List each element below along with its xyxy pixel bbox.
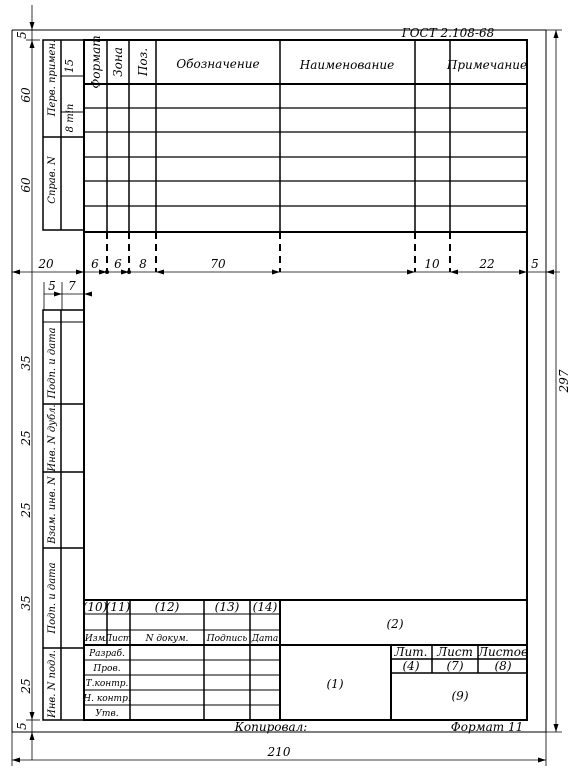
first-use-label: Перв. примен. (47, 39, 58, 117)
col-zone: Зона (111, 47, 125, 77)
spec-headers (89, 35, 527, 88)
strip-dim-35-a: 35 (19, 355, 33, 371)
dim-w-6a: 6 (91, 257, 99, 271)
col-pos: Поз. (136, 47, 150, 77)
spec-side-labels (19, 40, 76, 204)
dim-w-22: 22 (479, 257, 495, 271)
role-checker: Пров. (93, 664, 121, 674)
sheets-value: (8) (494, 659, 512, 673)
lit-value: (4) (402, 659, 420, 673)
role-tech-control: Т.контр. (85, 679, 129, 689)
col-note: Примечание (446, 58, 528, 72)
dim-15: 15 (63, 59, 76, 73)
dim-top-margin: 5 (15, 31, 29, 39)
dim-small-5: 5 (48, 279, 56, 293)
dim-60-b: 60 (19, 177, 33, 193)
strip-dim-25-b: 25 (19, 502, 33, 518)
strip-orig-inv: Инв. N подл. (47, 650, 58, 718)
strip-dim-25-c: 25 (19, 678, 33, 694)
rev-num-10: (10) (82, 600, 108, 614)
org-field: (9) (451, 689, 469, 703)
hdr-change: Изм (84, 634, 106, 644)
format-label: Формат 11 (450, 720, 524, 734)
role-developer: Разраб. (89, 649, 125, 659)
standard-label: ГОСТ 2.108-68 (401, 26, 495, 40)
rev-num-11: (11) (105, 600, 131, 614)
ref-no-label: Справ. N (47, 156, 58, 204)
strip-dim-25-a: 25 (19, 430, 33, 446)
hdr-doc-no: N докум. (145, 634, 189, 644)
dim-8min: 8 min (65, 103, 76, 133)
col-name: Наименование (299, 58, 395, 72)
column-extensions (107, 232, 450, 272)
hdr-signature: Подпись (206, 634, 248, 644)
dim-w-70: 70 (210, 257, 226, 271)
role-norm-control: Н. контр. (83, 694, 131, 704)
lit-header: Лит. (394, 645, 428, 659)
sheets-header: Листов (477, 645, 529, 659)
hdr-date: Дата (251, 634, 279, 644)
main-frame (84, 40, 527, 720)
dim-w-6b: 6 (114, 257, 122, 271)
dim-w-20: 20 (38, 257, 54, 271)
strip-dim-35-b: 35 (19, 595, 33, 611)
dim-small-7: 7 (68, 279, 76, 293)
sheet-header: Лист (437, 645, 473, 659)
dim-w-5: 5 (531, 257, 539, 271)
dim-60-a: 60 (19, 87, 33, 103)
dim-total-height: 297 (557, 369, 571, 393)
dim-bottom-margin: 5 (15, 722, 29, 730)
hdr-sheet: Лист (104, 634, 132, 644)
binding-labels (19, 327, 58, 719)
strip-sign-date-2: Подп. и дата (47, 562, 58, 634)
name-field: (1) (326, 677, 344, 691)
dim-total-width: 210 (267, 745, 291, 759)
strip-dup-inv: Инв. N дубл. (47, 404, 58, 472)
sheet-value: (7) (446, 659, 464, 673)
strip-sign-date-1: Подп. и дата (47, 327, 58, 399)
copied-label: Копировал: (234, 720, 308, 734)
col-designation: Обозначение (176, 57, 260, 71)
dim-w-8: 8 (139, 257, 147, 271)
rev-num-14: (14) (252, 600, 278, 614)
dim-w-10: 10 (424, 257, 440, 271)
rev-num-12: (12) (154, 600, 180, 614)
role-approved: Утв. (95, 709, 119, 719)
designation-field: (2) (386, 617, 404, 631)
col-format: Формат (89, 35, 103, 89)
rev-num-13: (13) (214, 600, 240, 614)
strip-replace-inv: Взам. инв. N (47, 476, 58, 544)
